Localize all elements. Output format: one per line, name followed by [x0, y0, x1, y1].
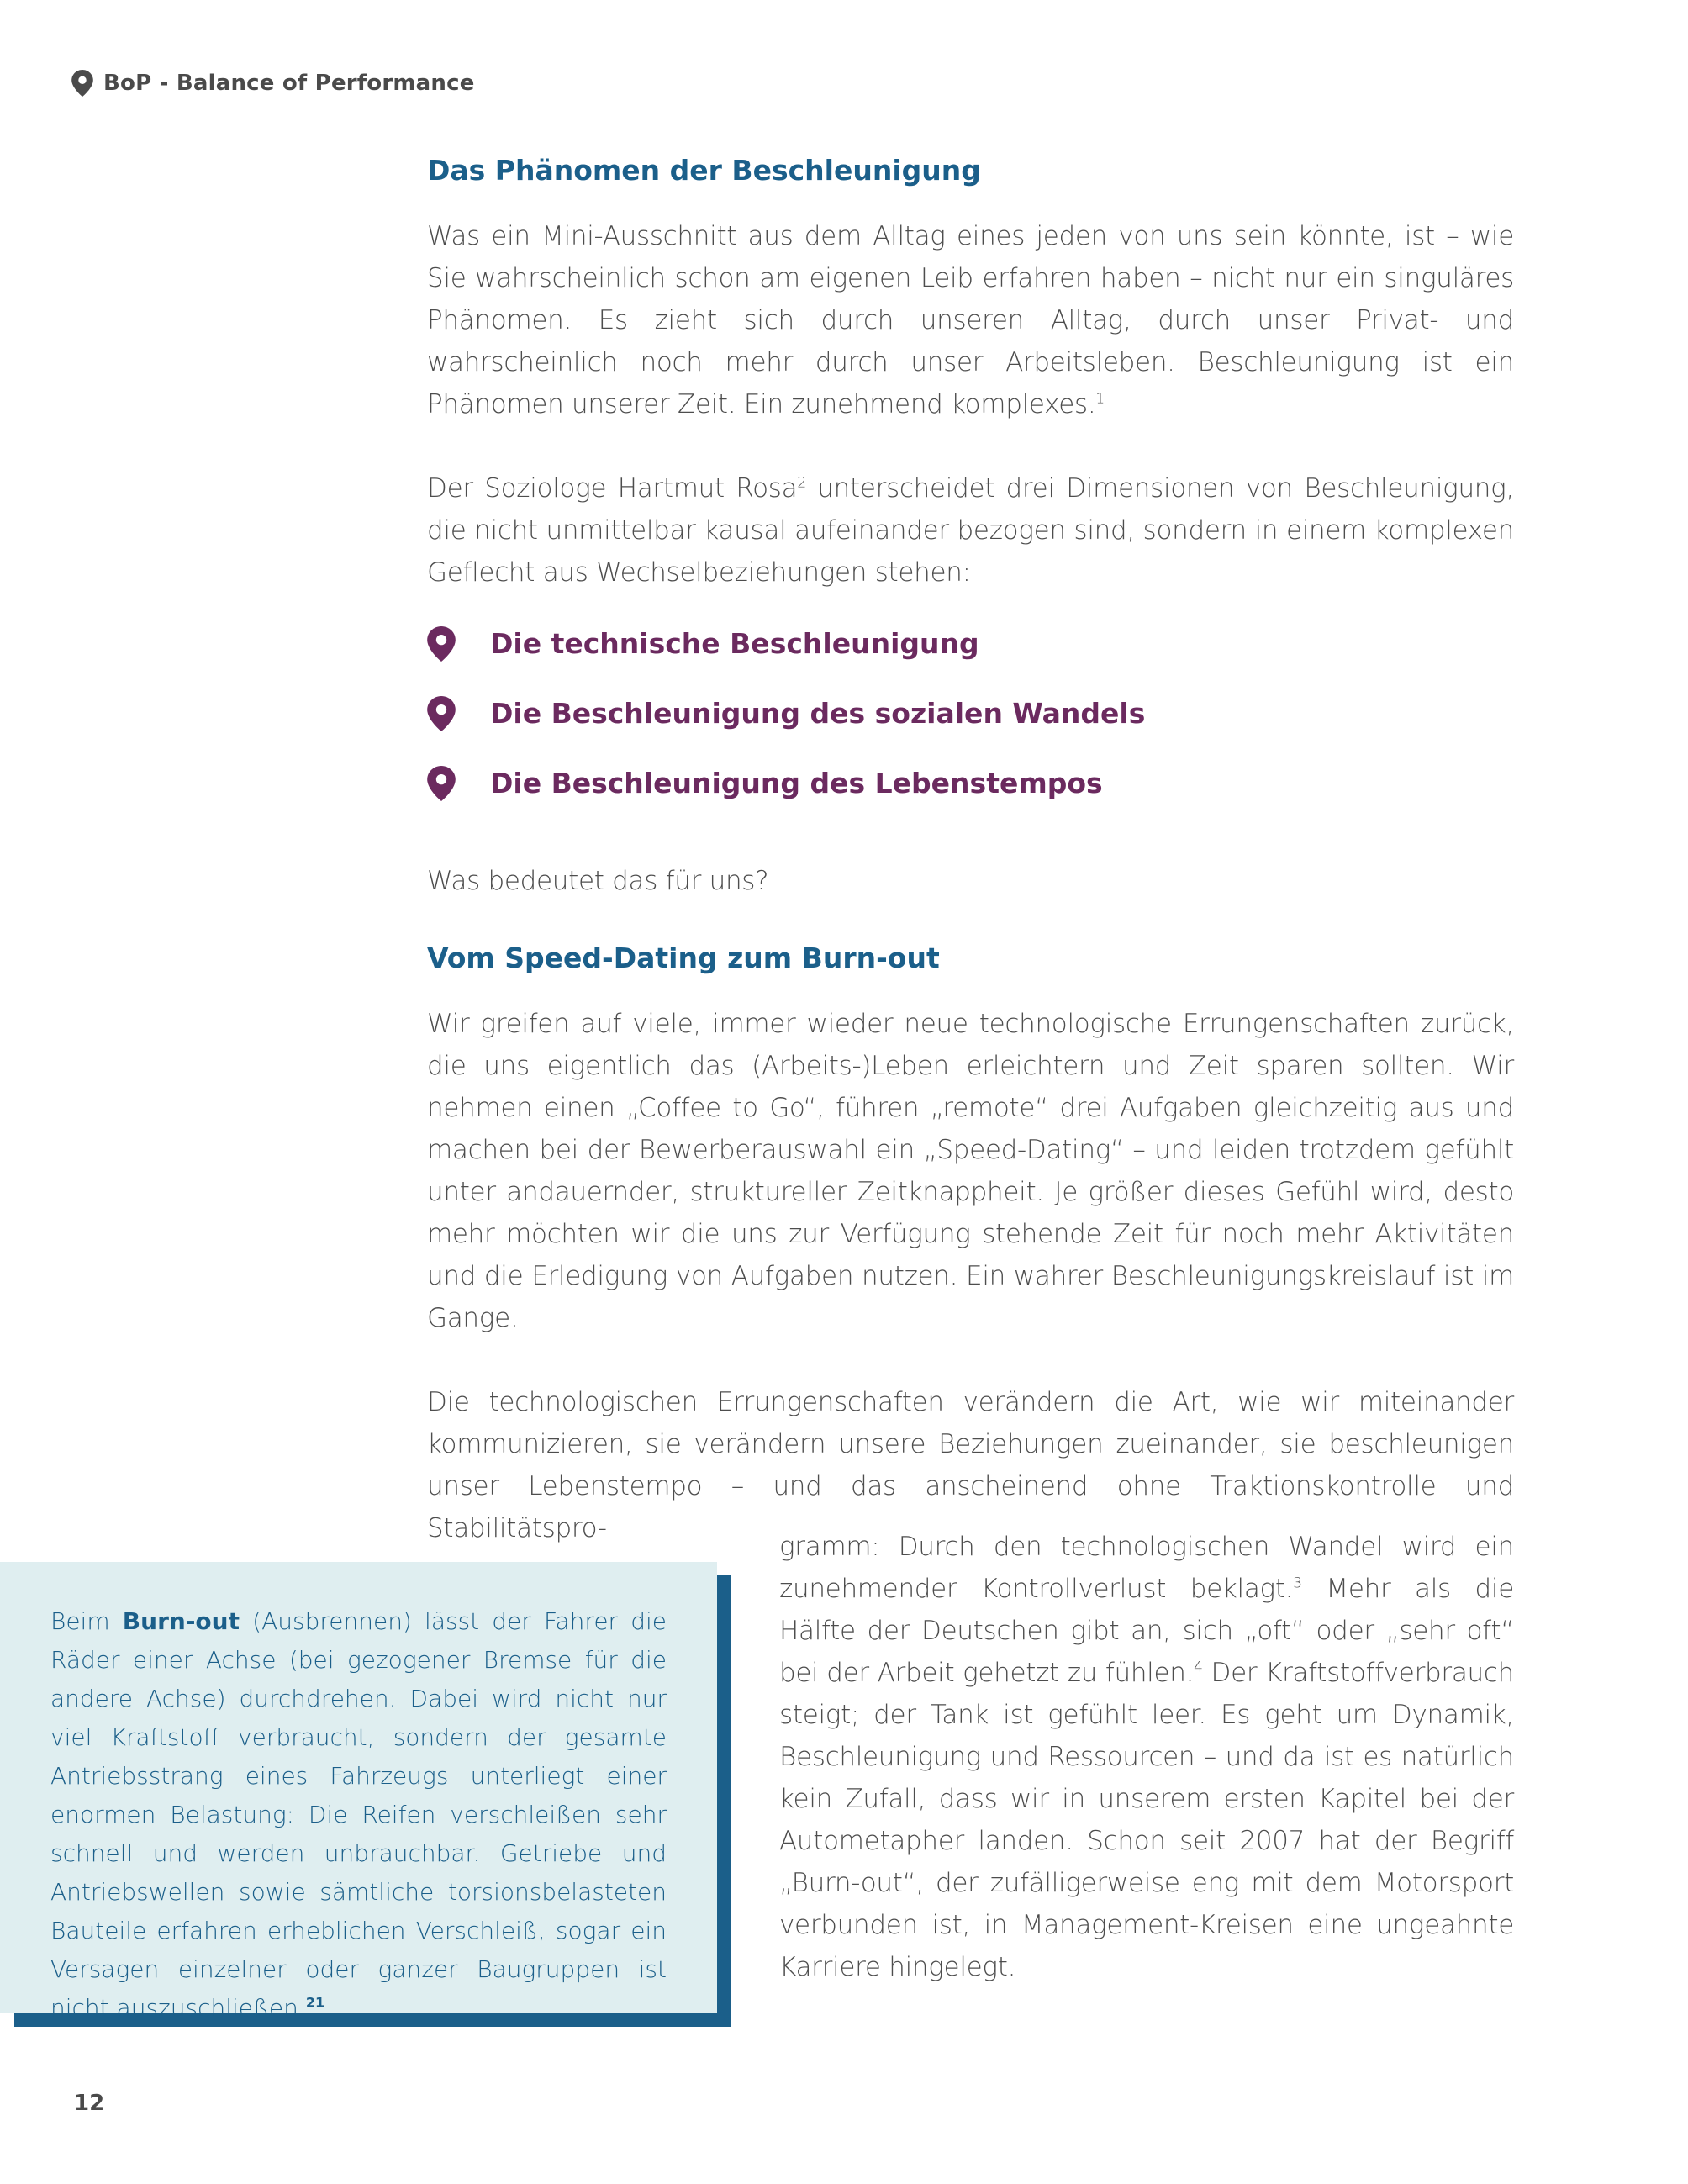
list-item: [427, 678, 1514, 748]
paragraph-technology-continued: [779, 1526, 1514, 1988]
list-item: [427, 748, 1514, 818]
paragraph-technology-top: Die technologischen Errungenschaften verändern die Art, wie wir miteinander kommunizieren, sie verändern unsere Beziehungen zueinander, sie beschleunigen unser Lebenstempo – und das anscheinend ohne Traktionskontrolle und Stabilitätspro-: [427, 1387, 1514, 1543]
paragraph-intro-text: Was ein Mini-Ausschnitt aus dem Alltag eines jeden von uns sein könnte, ist – wie Sie wahrscheinlich schon am eigenen Leib erfahren haben – nicht nur ein singuläres Phänomen. Es zieht sich durch unseren Alltag, durch unser Privat- und wahrscheinlich noch mehr durch unser Arbeitsleben. Beschleunigung ist ein Phänomen unserer Zeit. Ein zunehmend komplexes.: [427, 221, 1514, 419]
list-item: [427, 609, 1514, 678]
sidebox-term: Burn-out: [122, 1607, 240, 1635]
section-heading-burnout: Vom Speed-Dating zum Burn-out: [427, 942, 940, 974]
paragraph-part: Der Kraftstoffverbrauch steigt; der Tank ist gefühlt leer. Es geht um Dynamik, Beschleunigung und Ressourcen – und da ist es natürlich kein Zufall, dass wir in unserem ersten Kapitel bei der Autometapher landen. Schon seit 2007 hat der Begriff „Burn-out“, der zufälligerweise eng mit dem Motorsport verbunden ist, in Management-Kreisen eine ungeahnte Karriere hingelegt.: [779, 1658, 1514, 1982]
map-pin-icon: [427, 766, 490, 801]
list-item-label: Die Beschleunigung des Lebenstempos: [490, 767, 1103, 799]
footnote-ref: 21: [305, 1994, 325, 2011]
map-pin-icon: [427, 696, 490, 731]
page-number: 12: [74, 2091, 105, 2116]
running-header: [71, 70, 475, 97]
paragraph-part: gramm: Durch den technologischen Wandel wird ein zunehmender Kontrollverlust beklagt.: [779, 1532, 1514, 1604]
section-heading-acceleration: Das Phänomen der Beschleunigung: [427, 154, 981, 187]
running-header-title: BoP - Balance of Performance: [103, 71, 475, 96]
footnote-ref: 2: [797, 474, 806, 492]
paragraph-rosa-end: unterscheidet drei Dimensionen von Beschleunigung, die nicht unmittelbar kausal aufeinander bezogen sind, sondern in einem komplexen Geflecht aus Wechselbeziehungen stehen:: [427, 473, 1514, 588]
sidebox-body: (Ausbrennen) lässt der Fahrer die Räder einer Achse (bei gezogener Bremse für die andere Achse) durchdrehen. Dabei wird nicht nur viel Kraftstoff verbraucht, sondern der gesamte Antriebsstrang eines Fahrzeugs unterliegt einer enormen Belastung: Die Reifen verschleißen sehr schnell und werden unbrauchbar. Getriebe und Antriebswellen sowie sämtliche torsionsbelasteten Bauteile erfahren erheblichen Verschleiß, sogar ein Versagen einzelner oder ganzer Baugruppen ist nicht auszuschließen.: [50, 1607, 667, 2022]
list-item-label: Die technische Beschleunigung: [490, 627, 979, 660]
footnote-ref: 3: [1293, 1575, 1302, 1592]
map-pin-icon: [427, 626, 490, 662]
main-content: [427, 150, 1514, 1549]
paragraph-speed-dating: Wir greifen auf viele, immer wieder neue technologische Errungenschaften zurück, die uns eigentlich das (Arbeits-)Leben erleichtern und Zeit sparen sollten. Wir nehmen einen „Coffee to Go“, führen „remote“ drei Aufgaben gleichzeitig aus und machen bei der Bewerberauswahl ein „Speed-Dating“ – und leiden trotzdem gefühlt unter andauernder, struktureller Zeitknappheit. Je größer dieses Gefühl wird, desto mehr möchten wir die uns zur Verfügung stehende Zeit für noch mehr Aktivitäten und die Erledigung von Aufgaben nutzen. Ein wahrer Beschleunigungskreislauf ist im Gange.: [427, 1009, 1514, 1333]
map-pin-icon: [71, 70, 93, 97]
sidebox-text: [50, 1602, 667, 2028]
list-item-label: Die Beschleunigung des sozialen Wandels: [490, 697, 1146, 730]
paragraph-rosa: [427, 467, 1514, 593]
dimension-list: [427, 609, 1514, 818]
paragraph-intro: [427, 215, 1514, 425]
question-line: Was bedeutet das für uns?: [427, 866, 769, 896]
paragraph-rosa-start: Der Soziologe Hartmut Rosa: [427, 473, 798, 504]
burnout-sidebox: [0, 1562, 717, 2022]
sidebox-intro: Beim: [50, 1607, 123, 1635]
footnote-ref: 4: [1194, 1659, 1203, 1676]
paragraph-part: Mehr als die Hälfte der Deutschen gibt an, sich „oft“ oder „sehr oft“ bei der Arbeit gehetzt zu fühlen.: [779, 1574, 1514, 1688]
footnote-ref: 1: [1095, 390, 1105, 408]
